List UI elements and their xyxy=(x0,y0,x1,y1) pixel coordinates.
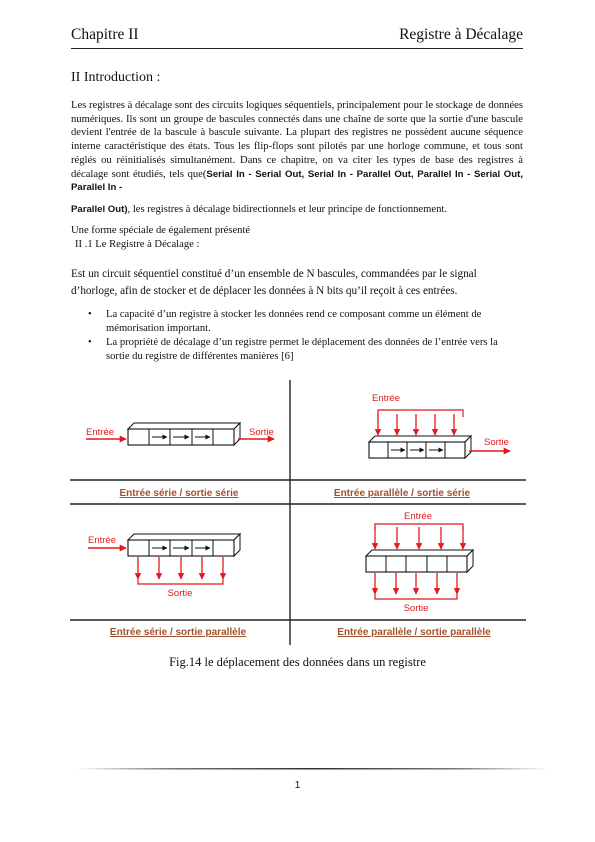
arrows-output-sp xyxy=(138,557,223,579)
intro-text-b: , les registres à décalage bidirectionnels et leur principe de fonctionnement. xyxy=(127,203,447,215)
arrows-input-pp xyxy=(375,527,463,549)
arrows-output-pp xyxy=(375,573,457,594)
bullet-icon: • xyxy=(88,309,92,320)
label-entree-ss: Entrée xyxy=(86,427,114,438)
register-parallel-serial xyxy=(369,436,471,458)
chapter-label: Chapitre II xyxy=(71,26,139,43)
label-sortie-pp: Sortie xyxy=(403,603,429,614)
register-parallel-parallel xyxy=(366,550,473,572)
brace-input-ps xyxy=(378,410,463,417)
bullet-icon: • xyxy=(88,337,92,348)
brace-output-pp xyxy=(375,594,457,599)
section-title: II Introduction : xyxy=(71,70,161,85)
register-serial-parallel xyxy=(128,534,240,556)
definition-paragraph: Est un circuit séquentiel constitué d’un ensemble de N bascules, commandées par le signal d’horloge, afin de stocker et de déplacer les données à N bits qu’il reçoit à ces entrées. xyxy=(71,268,477,297)
footer-rule xyxy=(75,768,550,770)
label-entree-ps: Entrée xyxy=(372,393,400,404)
subsection-title: II .1 Le Registre à Décalage : xyxy=(75,239,200,250)
list-item: • La capacité d’un registre à stocker les données rend ce composant comme un élément de mémorisation important. xyxy=(88,309,482,334)
caption-parallel-parallel: Entrée parallèle / sortie parallèle xyxy=(337,627,491,638)
bracket-input-ps xyxy=(376,405,396,409)
figure-caption: Fig.14 le déplacement des données dans un registre xyxy=(169,655,426,669)
page-number: 1 xyxy=(294,780,301,791)
caption-serial-parallel: Entrée série / sortie parallèle xyxy=(109,627,247,638)
header-rule xyxy=(71,48,523,49)
intro-paragraph xyxy=(71,99,523,217)
label-entree-sp: Entrée xyxy=(88,535,116,546)
register-serial-serial xyxy=(128,423,240,445)
arrows-input-ps xyxy=(378,414,454,435)
intro-text-a: Les registres à décalage sont des circuits logiques séquentiels, principalement pour le stockage de données numériques. Ils sont un groupe de bascules connectés dans une chaîne de sorte que la sortie d'une bascule devient l'entrée de la bascule à bascule suivante. La plupart des registres ne possèdent aucune séquence interne caractéristique des états. Tous les flip-flops sont pilotés par une horloge commune, et tous sont réglés ou réinitialisés simultanément. Dans ce chapitre, on va citer les types de base des registres à décalage sont étudiés, tels que( xyxy=(71,100,523,180)
intro-types-b: Parallel Out) xyxy=(71,203,128,215)
label-entree-pp: Entrée xyxy=(404,511,432,522)
label-sortie-sp: Sortie xyxy=(167,588,193,599)
bullet-list xyxy=(71,308,521,364)
brace-output-sp xyxy=(138,579,223,584)
caption-parallel-serial: Entrée parallèle / sortie série xyxy=(333,488,471,499)
list-item: • La propriété de décalage d’un registre permet le déplacement des données de l’entrée vers la sortie du registre de différentes manières [6] xyxy=(88,337,498,362)
caption-serial-serial: Entrée série / sortie série xyxy=(119,488,239,499)
intro-line2: Une forme spéciale de également présenté xyxy=(71,225,251,236)
label-sortie-ps: Sortie xyxy=(484,437,509,448)
shift-register-figure xyxy=(68,377,528,645)
chapter-title: Registre à Décalage xyxy=(399,26,523,43)
intro-types-a: Serial In - Serial Out, Serial In - Parallel Out, Parallel In - Serial Out, Parallel In - xyxy=(71,168,523,194)
page-header xyxy=(71,26,523,48)
label-sortie-ss: Sortie xyxy=(249,427,274,438)
